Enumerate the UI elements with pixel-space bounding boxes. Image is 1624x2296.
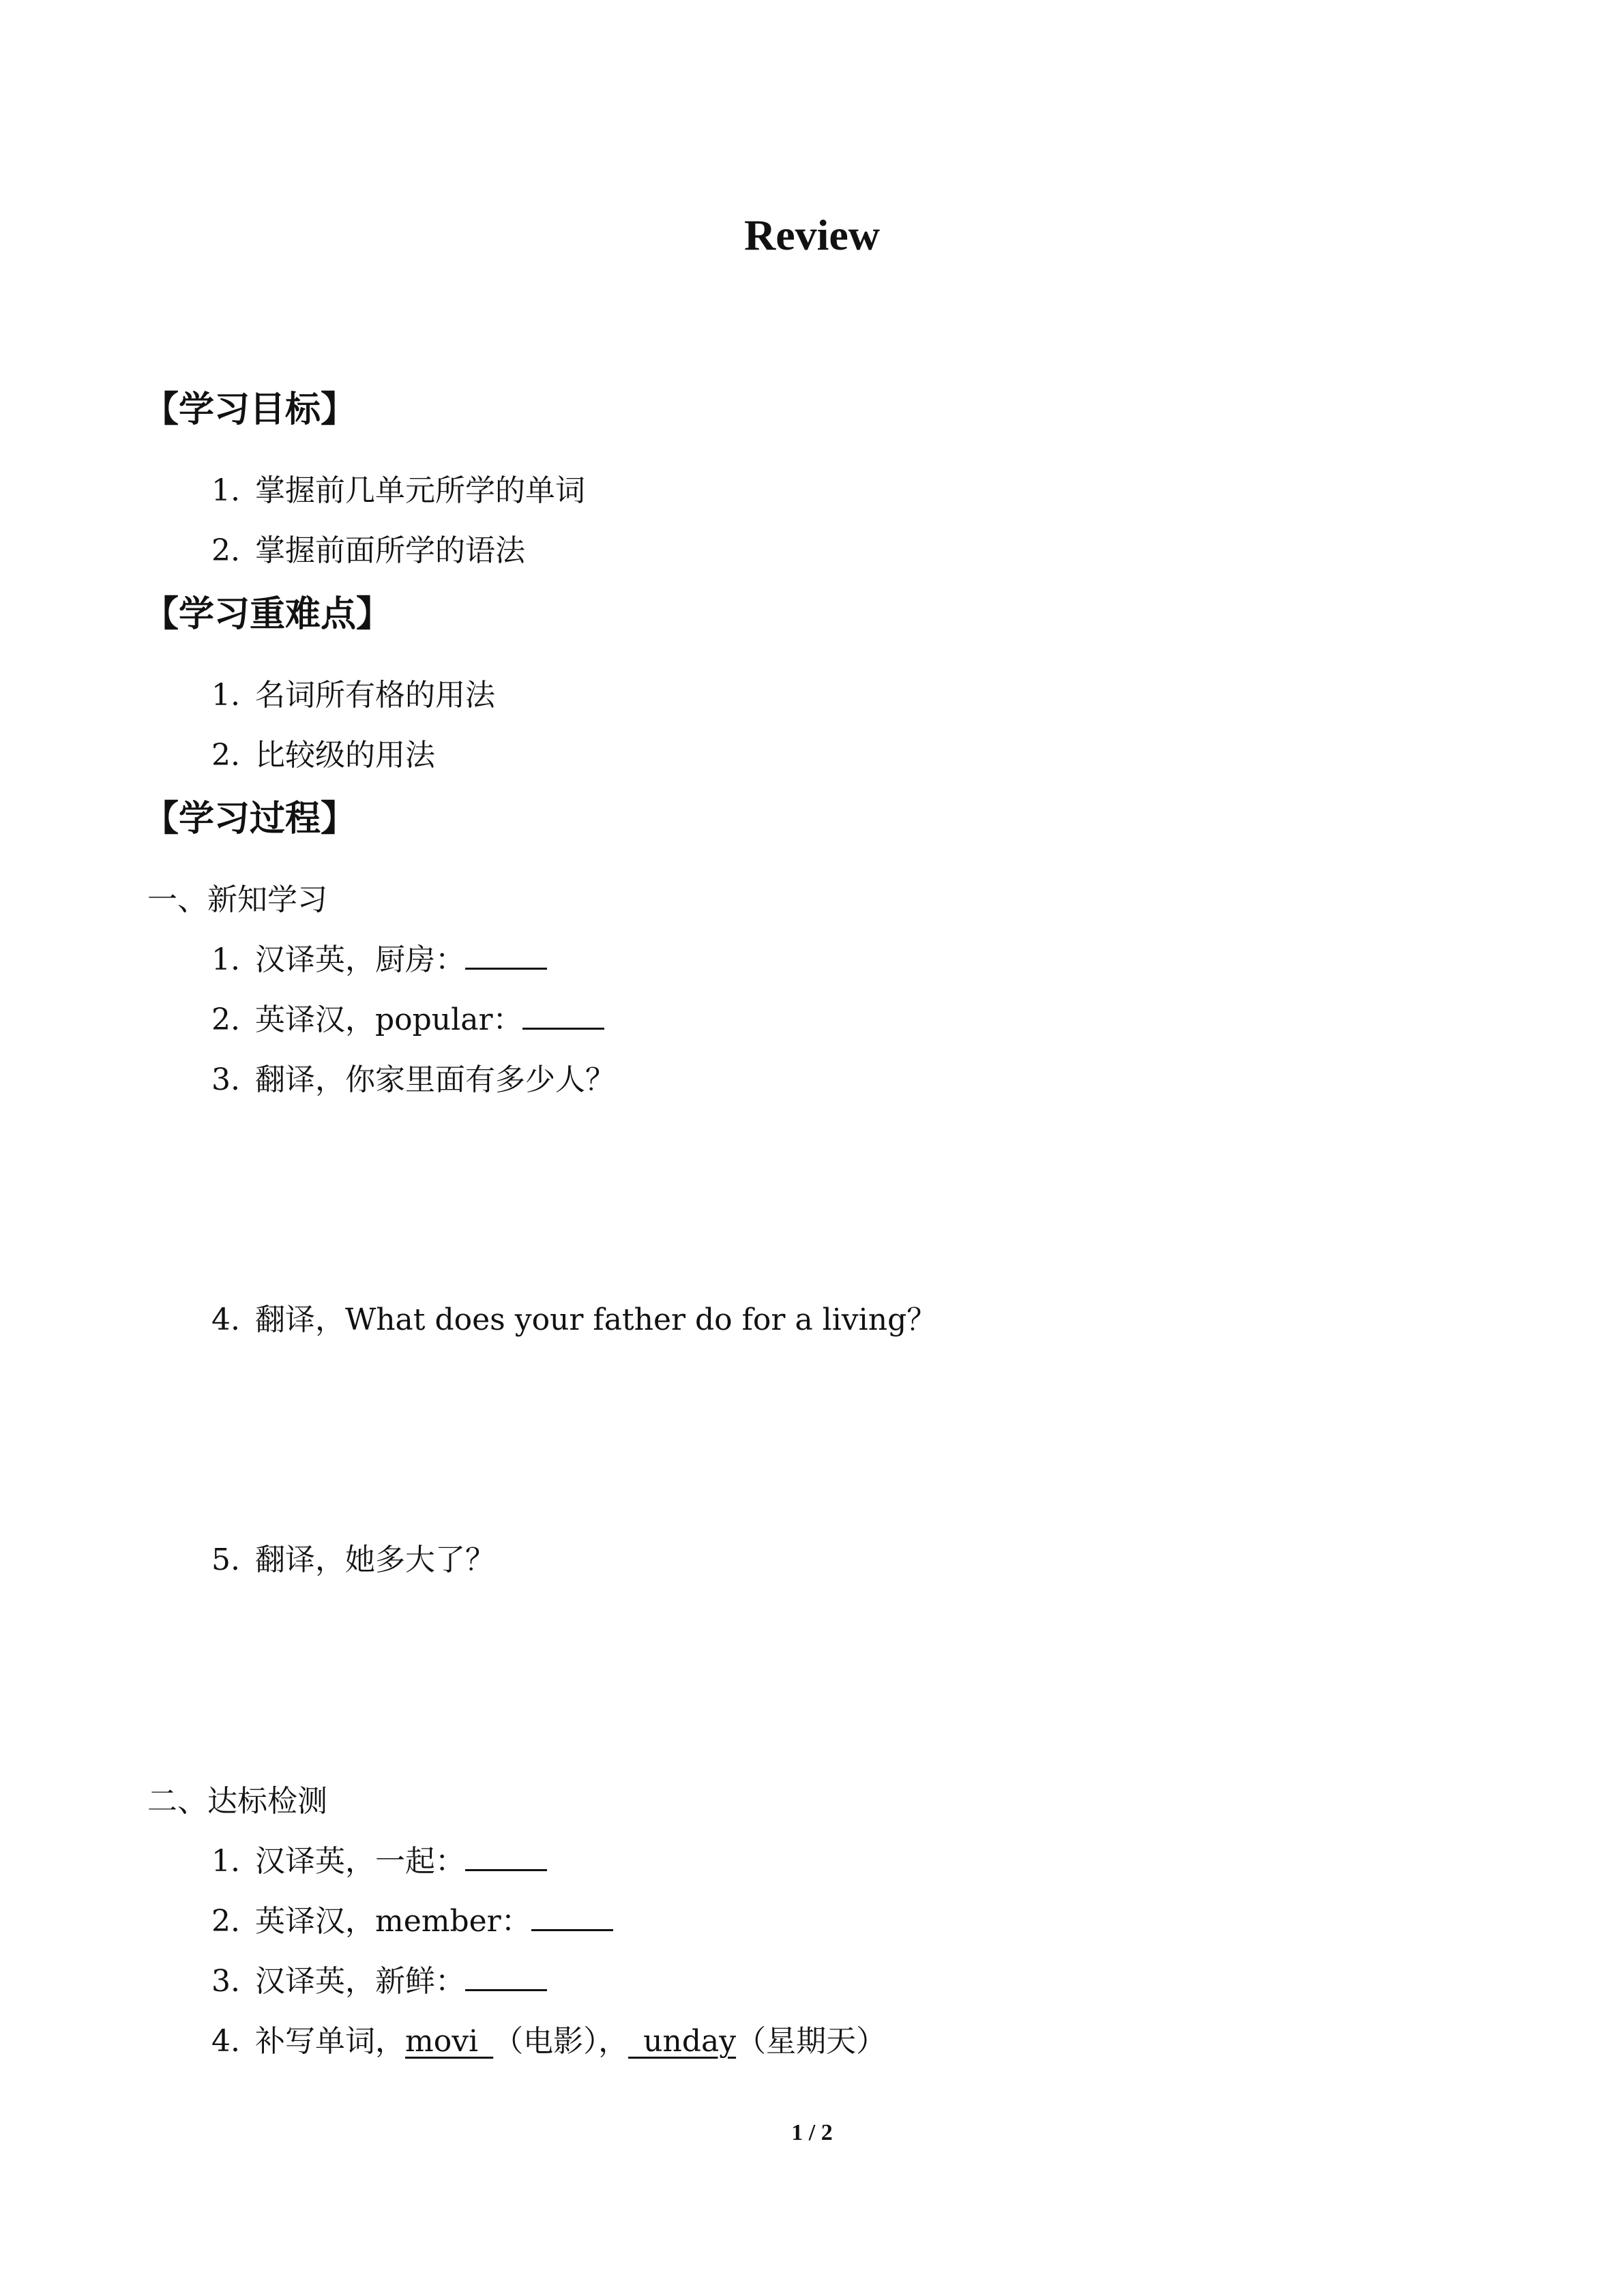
item-text: 补写单词， — [254, 2024, 405, 2059]
page-title: Review — [743, 211, 881, 259]
item-number: 2. — [211, 533, 240, 568]
item-text: 翻译，你家里面有多少人？ — [254, 1062, 615, 1097]
item-text: 翻译，What does your father do for a living？ — [254, 1302, 937, 1337]
item-text: 汉译英，厨房： — [254, 942, 465, 977]
item-number: 1. — [211, 942, 240, 977]
gloss-movie: （电影）， — [493, 2024, 629, 2059]
exercise-item — [211, 1841, 547, 1882]
exercise-item — [211, 1300, 936, 1341]
item-number: 2. — [211, 1904, 240, 1939]
item-number: 3. — [211, 1964, 240, 1999]
item-number: 2. — [211, 1002, 240, 1037]
item-text: 掌握前几单元所学的单词 — [254, 473, 585, 508]
item-text: 掌握前面所学的语法 — [254, 533, 525, 568]
key-point-item — [211, 735, 435, 776]
objective-item — [211, 531, 525, 571]
section-title-assessment: 二、达标检测 — [147, 1784, 327, 1819]
process-heading: 【学习过程】 — [143, 799, 357, 839]
exercise-item — [211, 1901, 613, 1942]
page-number: 1 / 2 — [791, 2120, 833, 2145]
item-text: 名词所有格的用法 — [254, 678, 495, 713]
item-number: 4. — [211, 2024, 240, 2059]
exercise-item — [211, 1540, 495, 1581]
exercise-item — [211, 1000, 604, 1041]
exercise-item — [211, 940, 547, 981]
objective-item — [211, 471, 585, 511]
exercise-item — [211, 2021, 886, 2062]
objectives-heading: 【学习目标】 — [143, 389, 357, 430]
item-text: 英译汉，member： — [254, 1904, 531, 1939]
item-text: 汉译英，新鲜： — [254, 1964, 465, 1999]
answer-blank[interactable] — [465, 940, 547, 970]
answer-blank[interactable] — [522, 1000, 604, 1030]
item-text: 汉译英，一起： — [254, 1844, 465, 1879]
item-number: 2. — [211, 738, 240, 773]
item-text: 英译汉，popular： — [254, 1002, 523, 1037]
item-text: 比较级的用法 — [254, 738, 435, 773]
item-number: 1. — [211, 473, 240, 508]
item-number: 5. — [211, 1542, 240, 1577]
fill-word-movie[interactable]: movi_ — [404, 2024, 494, 2059]
item-text: 翻译，她多大了？ — [254, 1542, 495, 1577]
fill-word-sunday[interactable]: _unday — [628, 2024, 737, 2059]
item-number: 1. — [211, 678, 240, 713]
key-point-item — [211, 675, 495, 716]
item-number: 3. — [211, 1062, 240, 1097]
key-points-heading: 【学习重难点】 — [143, 594, 392, 635]
exercise-item — [211, 1060, 615, 1101]
exercise-item — [211, 1961, 547, 2002]
answer-blank[interactable] — [531, 1902, 613, 1931]
gloss-sunday: （星期天） — [736, 2024, 887, 2059]
answer-blank[interactable] — [465, 1962, 547, 1991]
answer-blank[interactable] — [465, 1842, 547, 1871]
item-number: 4. — [211, 1302, 240, 1337]
item-number: 1. — [211, 1844, 240, 1879]
section-title-new-learning: 一、新知学习 — [147, 882, 327, 917]
